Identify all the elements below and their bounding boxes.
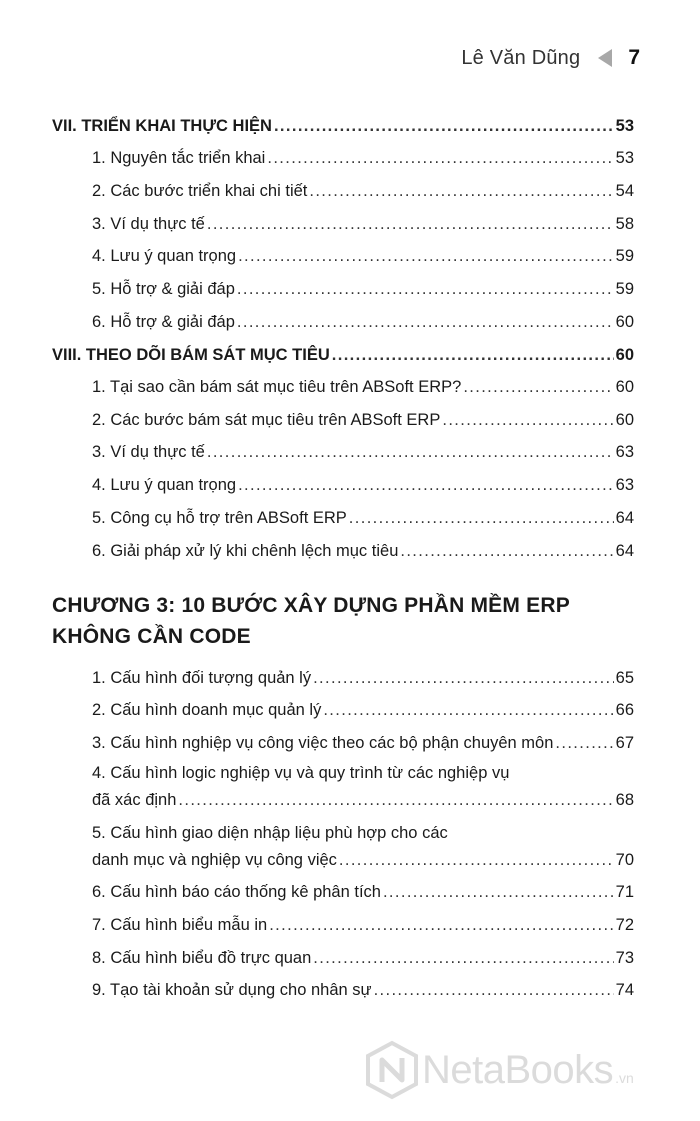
toc-page: 74 xyxy=(615,981,634,1000)
toc-entry-label: 9. Tạo tài khoản sử dụng cho nhân sự xyxy=(92,981,372,1000)
toc-page: 54 xyxy=(615,181,634,200)
toc-section-heading[interactable] xyxy=(52,110,634,142)
toc-entry-label: 6. Cấu hình báo cáo thống kê phân tích xyxy=(92,882,381,901)
toc-page: 66 xyxy=(615,701,634,720)
toc-page: 60 xyxy=(615,377,634,396)
dot-leader xyxy=(237,273,614,306)
toc-entry[interactable] xyxy=(52,273,634,306)
chapter-title[interactable] xyxy=(52,590,634,652)
dot-leader xyxy=(237,306,614,339)
toc-page: 53 xyxy=(615,117,634,135)
dot-leader xyxy=(442,404,613,437)
dot-leader xyxy=(383,876,614,909)
page-number: 7 xyxy=(628,46,640,69)
toc-entry[interactable] xyxy=(52,469,634,502)
toc-entry[interactable] xyxy=(52,502,634,535)
toc-entry[interactable] xyxy=(52,240,634,273)
toc-entry-label: 1. Tại sao cần bám sát mục tiêu trên ABSoft ERP? xyxy=(92,377,462,396)
toc-page: 72 xyxy=(615,915,634,934)
watermark xyxy=(362,1040,634,1100)
dot-leader xyxy=(555,727,613,760)
watermark-brand: NetaBooks xyxy=(422,1047,614,1092)
dot-leader xyxy=(238,469,614,502)
toc-entry-label: 4. Lưu ý quan trọng xyxy=(92,247,237,266)
toc-section-title: VII. TRIỂN KHAI THỰC HIỆN xyxy=(52,117,272,135)
toc-entry[interactable] xyxy=(52,974,634,1007)
toc-entry-label: 3. Ví dụ thực tế xyxy=(92,443,205,462)
toc-entry-label: 7. Cấu hình biểu mẫu in xyxy=(92,915,268,934)
dot-leader xyxy=(400,535,613,568)
dot-leader xyxy=(463,371,613,404)
toc-entry-label: 1. Nguyên tắc triển khai xyxy=(92,149,266,167)
toc-entry-line2 xyxy=(52,846,634,874)
toc-entry-label: 2. Các bước bám sát mục tiêu trên ABSoft ERP xyxy=(92,410,441,429)
toc-entry[interactable] xyxy=(52,142,634,175)
toc-entry-label: 2. Các bước triển khai chi tiết xyxy=(92,181,308,200)
toc-entry-multiline[interactable] xyxy=(52,760,634,814)
toc-section-title: VIII. THEO DÕI BÁM SÁT MỤC TIÊU xyxy=(52,345,330,364)
toc-entry-label: 8. Cấu hình biểu đồ trực quan xyxy=(92,948,312,967)
toc-entry-label-line2: danh mục và nghiệp vụ công việc xyxy=(92,850,337,869)
dot-leader xyxy=(313,942,613,975)
dot-leader xyxy=(349,502,614,535)
toc-page: 65 xyxy=(615,668,634,687)
dot-leader xyxy=(374,974,614,1007)
toc-page: 70 xyxy=(615,850,634,869)
toc-page: 53 xyxy=(615,149,634,167)
toc-page: 71 xyxy=(615,882,634,901)
toc-entry[interactable] xyxy=(52,662,634,695)
dot-leader xyxy=(207,208,614,241)
toc-page: 60 xyxy=(615,345,634,364)
toc-entry-label-line2: đã xác định xyxy=(92,790,177,809)
toc-entry-label: 6. Giải pháp xử lý khi chênh lệch mục tiêu xyxy=(92,541,399,560)
toc-page: 64 xyxy=(615,541,634,560)
toc-entry[interactable] xyxy=(52,175,634,208)
toc-entry[interactable] xyxy=(52,727,634,760)
toc-entry-label-line1: 5. Cấu hình giao diện nhập liệu phù hợp cho các xyxy=(92,823,448,842)
toc-entry[interactable] xyxy=(52,694,634,727)
dot-leader xyxy=(267,142,613,175)
dot-leader xyxy=(323,694,613,727)
toc-entry-multiline[interactable] xyxy=(52,820,634,874)
toc-page: 67 xyxy=(615,734,634,753)
toc-page: 60 xyxy=(615,410,634,429)
dot-leader xyxy=(274,110,614,142)
dot-leader xyxy=(313,662,614,695)
dot-leader xyxy=(332,339,614,371)
toc-page: 59 xyxy=(615,280,634,299)
toc-section-heading[interactable] xyxy=(52,339,634,371)
toc-entry-label: 5. Công cụ hỗ trợ trên ABSoft ERP xyxy=(92,508,347,527)
toc-page: 68 xyxy=(615,790,634,809)
toc-entry[interactable] xyxy=(52,404,634,437)
n-hexagon-logo-icon xyxy=(362,1040,422,1100)
toc-page: 64 xyxy=(615,508,634,527)
toc-page: 63 xyxy=(615,443,634,462)
toc-page: 58 xyxy=(615,214,634,233)
toc-entry-label: 5. Hỗ trợ & giải đáp xyxy=(92,280,235,299)
toc-entry-label: 3. Cấu hình nghiệp vụ công việc theo các bộ phận chuyên môn xyxy=(92,734,554,753)
toc-page: 60 xyxy=(615,312,634,331)
dot-leader xyxy=(207,436,614,469)
toc-entry[interactable] xyxy=(52,436,634,469)
toc-page: 63 xyxy=(615,476,634,495)
toc-entry-label: 1. Cấu hình đối tượng quản lý xyxy=(92,668,312,687)
table-of-contents xyxy=(52,110,634,1007)
toc-entry[interactable] xyxy=(52,371,634,404)
toc-entry-label: 4. Lưu ý quan trọng xyxy=(92,476,237,495)
toc-page: 59 xyxy=(615,247,634,266)
toc-entry[interactable] xyxy=(52,208,634,241)
toc-entry-label: 2. Cấu hình doanh mục quản lý xyxy=(92,701,322,720)
toc-entry-line2 xyxy=(52,786,634,814)
toc-entry[interactable] xyxy=(52,876,634,909)
author-name: Lê Văn Dũng xyxy=(461,46,581,69)
page-header xyxy=(461,44,640,72)
chapter-title-line2: KHÔNG CẦN CODE xyxy=(52,624,251,648)
dot-leader xyxy=(238,240,614,273)
toc-entry-label-line1: 4. Cấu hình logic nghiệp vụ và quy trình từ các nghiệp vụ xyxy=(92,763,510,782)
dot-leader xyxy=(178,786,613,814)
toc-entry-label: 6. Hỗ trợ & giải đáp xyxy=(92,312,235,331)
dot-leader xyxy=(309,175,613,208)
dot-leader xyxy=(269,909,613,942)
watermark-suffix: .vn xyxy=(615,1070,634,1086)
triangle-left-icon xyxy=(598,49,612,67)
toc-entry[interactable] xyxy=(52,909,634,942)
toc-page: 73 xyxy=(615,948,634,967)
dot-leader xyxy=(339,846,614,874)
toc-entry[interactable] xyxy=(52,942,634,975)
toc-entry-label: 3. Ví dụ thực tế xyxy=(92,214,205,233)
toc-entry[interactable] xyxy=(52,535,634,568)
chapter-title-line1: CHƯƠNG 3: 10 BƯỚC XÂY DỰNG PHẦN MỀM ERP xyxy=(52,593,570,617)
toc-entry[interactable] xyxy=(52,306,634,339)
